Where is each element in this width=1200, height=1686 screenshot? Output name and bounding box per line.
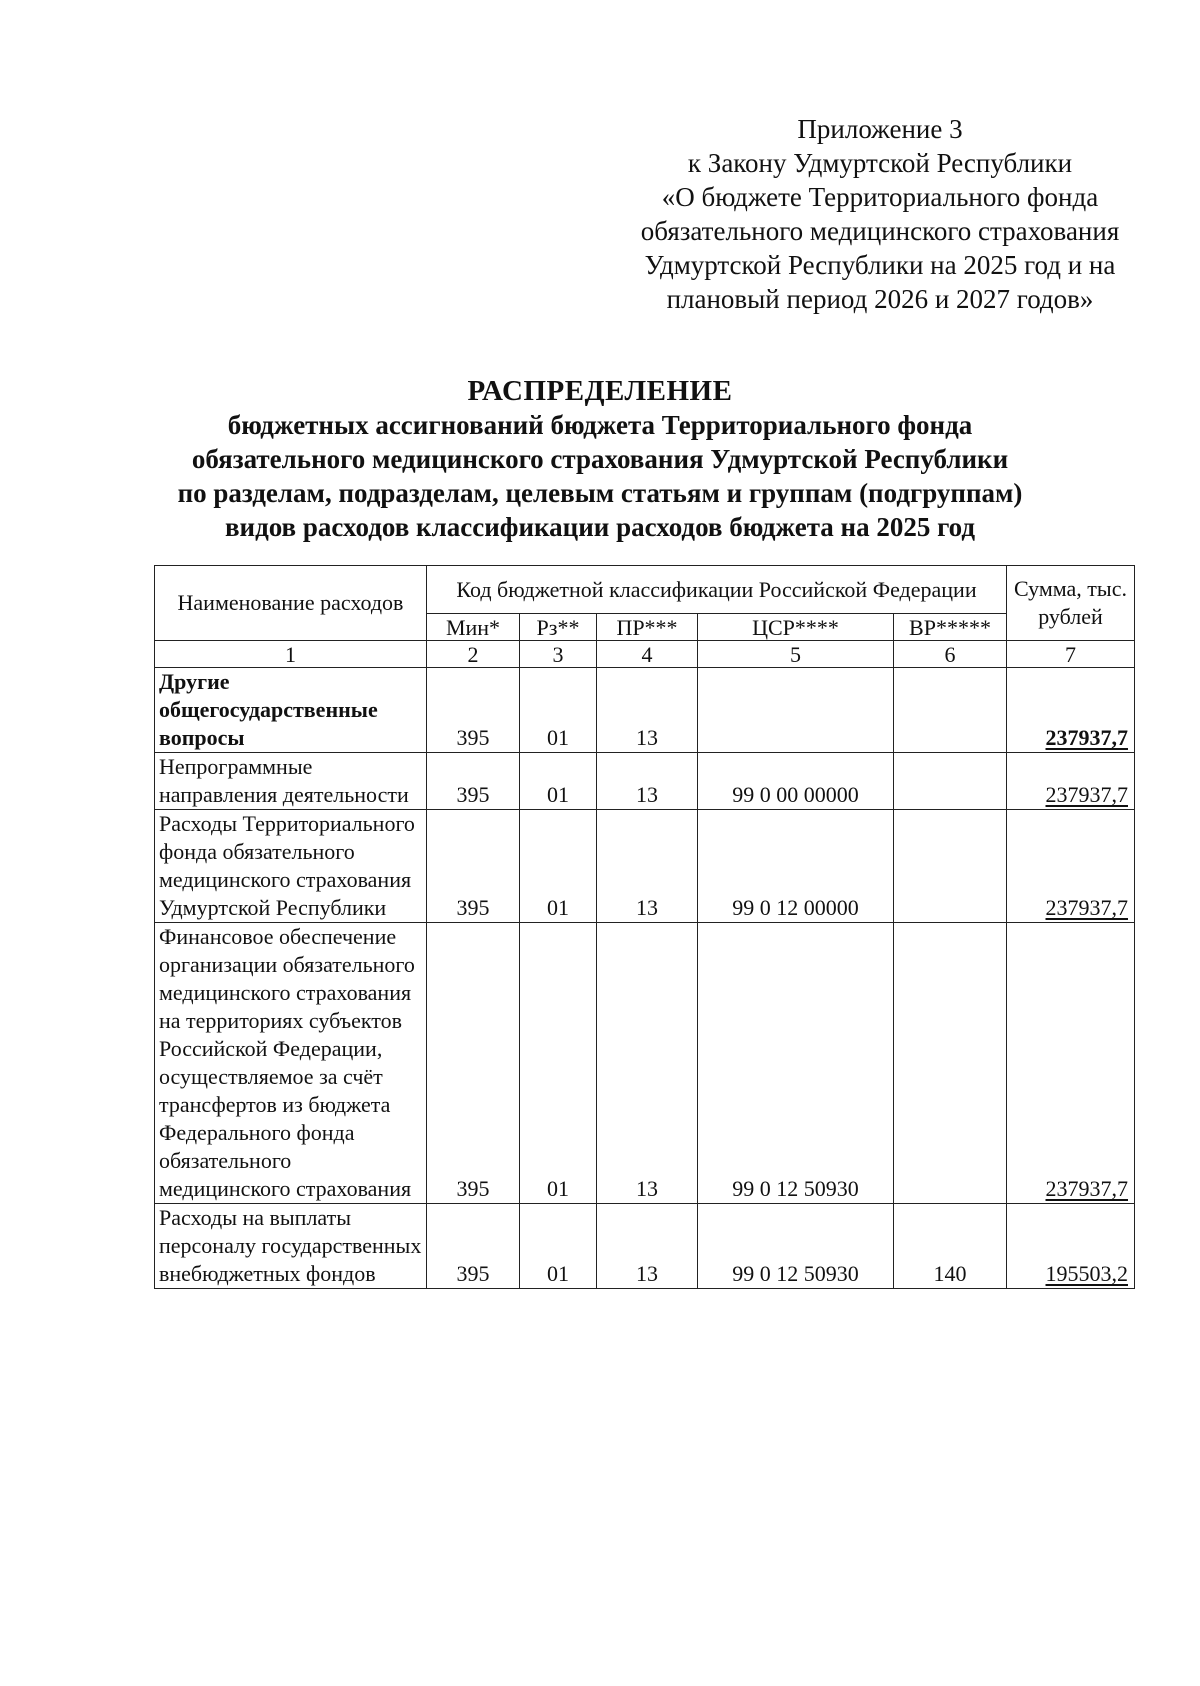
table-row — [155, 923, 1135, 1204]
cell-sum: 195503,2 — [1007, 1204, 1135, 1289]
column-number: 5 — [698, 641, 894, 668]
cell-vr — [894, 810, 1007, 923]
header-pr: ПР*** — [597, 614, 698, 641]
column-number: 7 — [1007, 641, 1135, 668]
cell-csr: 99 0 12 00000 — [698, 810, 894, 923]
cell-vr: 140 — [894, 1204, 1007, 1289]
title-line: видов расходов классификации расходов бюджета на 2025 год — [224, 512, 976, 542]
header-row — [155, 566, 1135, 614]
cell-sum: 237937,7 — [1007, 753, 1135, 810]
cell-rz: 01 — [520, 810, 597, 923]
header-csr: ЦСР**** — [698, 614, 894, 641]
table-row — [155, 668, 1135, 753]
cell-min: 395 — [427, 1204, 520, 1289]
title-main: РАСПРЕДЕЛЕНИЕ — [467, 375, 733, 407]
column-number: 6 — [894, 641, 1007, 668]
cell-min: 395 — [427, 668, 520, 753]
cell-pr: 13 — [597, 1204, 698, 1289]
cell-min: 395 — [427, 923, 520, 1204]
cell-min: 395 — [427, 753, 520, 810]
cell-pr: 13 — [597, 810, 698, 923]
header-rz: Рз** — [520, 614, 597, 641]
cell-vr — [894, 753, 1007, 810]
table-row — [155, 810, 1135, 923]
cell-csr: 99 0 00 00000 — [698, 753, 894, 810]
title-line: обязательного медицинского страхования Удмуртской Республики — [191, 444, 1009, 474]
appendix-line: обязательного медицинского страхования — [640, 216, 1120, 246]
header-code: Код бюджетной классификации Российской Федерации — [427, 566, 1007, 614]
cell-name: Финансовое обеспечение организации обязательного медицинского страхования на территориях субъектов Российской Федерации, осуществляемое за счёт трансфертов из бюджета Федерального фонда обязательного медицинского страхования — [155, 923, 427, 1204]
budget-table — [154, 565, 1135, 1289]
appendix-header — [610, 112, 1150, 316]
column-number: 3 — [520, 641, 597, 668]
cell-name: Расходы на выплаты персоналу государственных внебюджетных фондов — [155, 1204, 427, 1289]
appendix-line: к Закону Удмуртской Республики — [687, 148, 1073, 178]
table-row — [155, 753, 1135, 810]
column-number: 1 — [155, 641, 427, 668]
document-title — [80, 374, 1120, 544]
cell-pr: 13 — [597, 753, 698, 810]
column-number-row — [155, 641, 1135, 668]
appendix-line: Удмуртской Республики на 2025 год и на — [644, 250, 1116, 280]
appendix-line: плановый период 2026 и 2027 годов» — [666, 284, 1094, 314]
cell-sum: 237937,7 — [1007, 668, 1135, 753]
cell-pr: 13 — [597, 923, 698, 1204]
column-number: 2 — [427, 641, 520, 668]
header-sum: Сумма, тыс. рублей — [1007, 566, 1135, 641]
cell-min: 395 — [427, 810, 520, 923]
cell-csr — [698, 668, 894, 753]
cell-rz: 01 — [520, 753, 597, 810]
cell-vr — [894, 923, 1007, 1204]
cell-name: Другие общегосударственные вопросы — [155, 668, 427, 753]
header-vr: ВР***** — [894, 614, 1007, 641]
cell-name: Расходы Территориального фонда обязательного медицинского страхования Удмуртской Республики — [155, 810, 427, 923]
cell-vr — [894, 668, 1007, 753]
appendix-line: «О бюджете Территориального фонда — [661, 182, 1099, 212]
cell-sum: 237937,7 — [1007, 923, 1135, 1204]
cell-csr: 99 0 12 50930 — [698, 1204, 894, 1289]
appendix-line: Приложение 3 — [797, 114, 963, 144]
cell-pr: 13 — [597, 668, 698, 753]
header-name: Наименование расходов — [155, 566, 427, 641]
header-min: Мин* — [427, 614, 520, 641]
cell-sum: 237937,7 — [1007, 810, 1135, 923]
title-line: по разделам, подразделам, целевым статьям и группам (подгруппам) — [177, 478, 1023, 508]
column-number: 4 — [597, 641, 698, 668]
table-row — [155, 1204, 1135, 1289]
title-line: бюджетных ассигнований бюджета Территориального фонда — [227, 410, 973, 440]
cell-rz: 01 — [520, 668, 597, 753]
cell-name: Непрограммные направления деятельности — [155, 753, 427, 810]
cell-csr: 99 0 12 50930 — [698, 923, 894, 1204]
cell-rz: 01 — [520, 923, 597, 1204]
cell-rz: 01 — [520, 1204, 597, 1289]
